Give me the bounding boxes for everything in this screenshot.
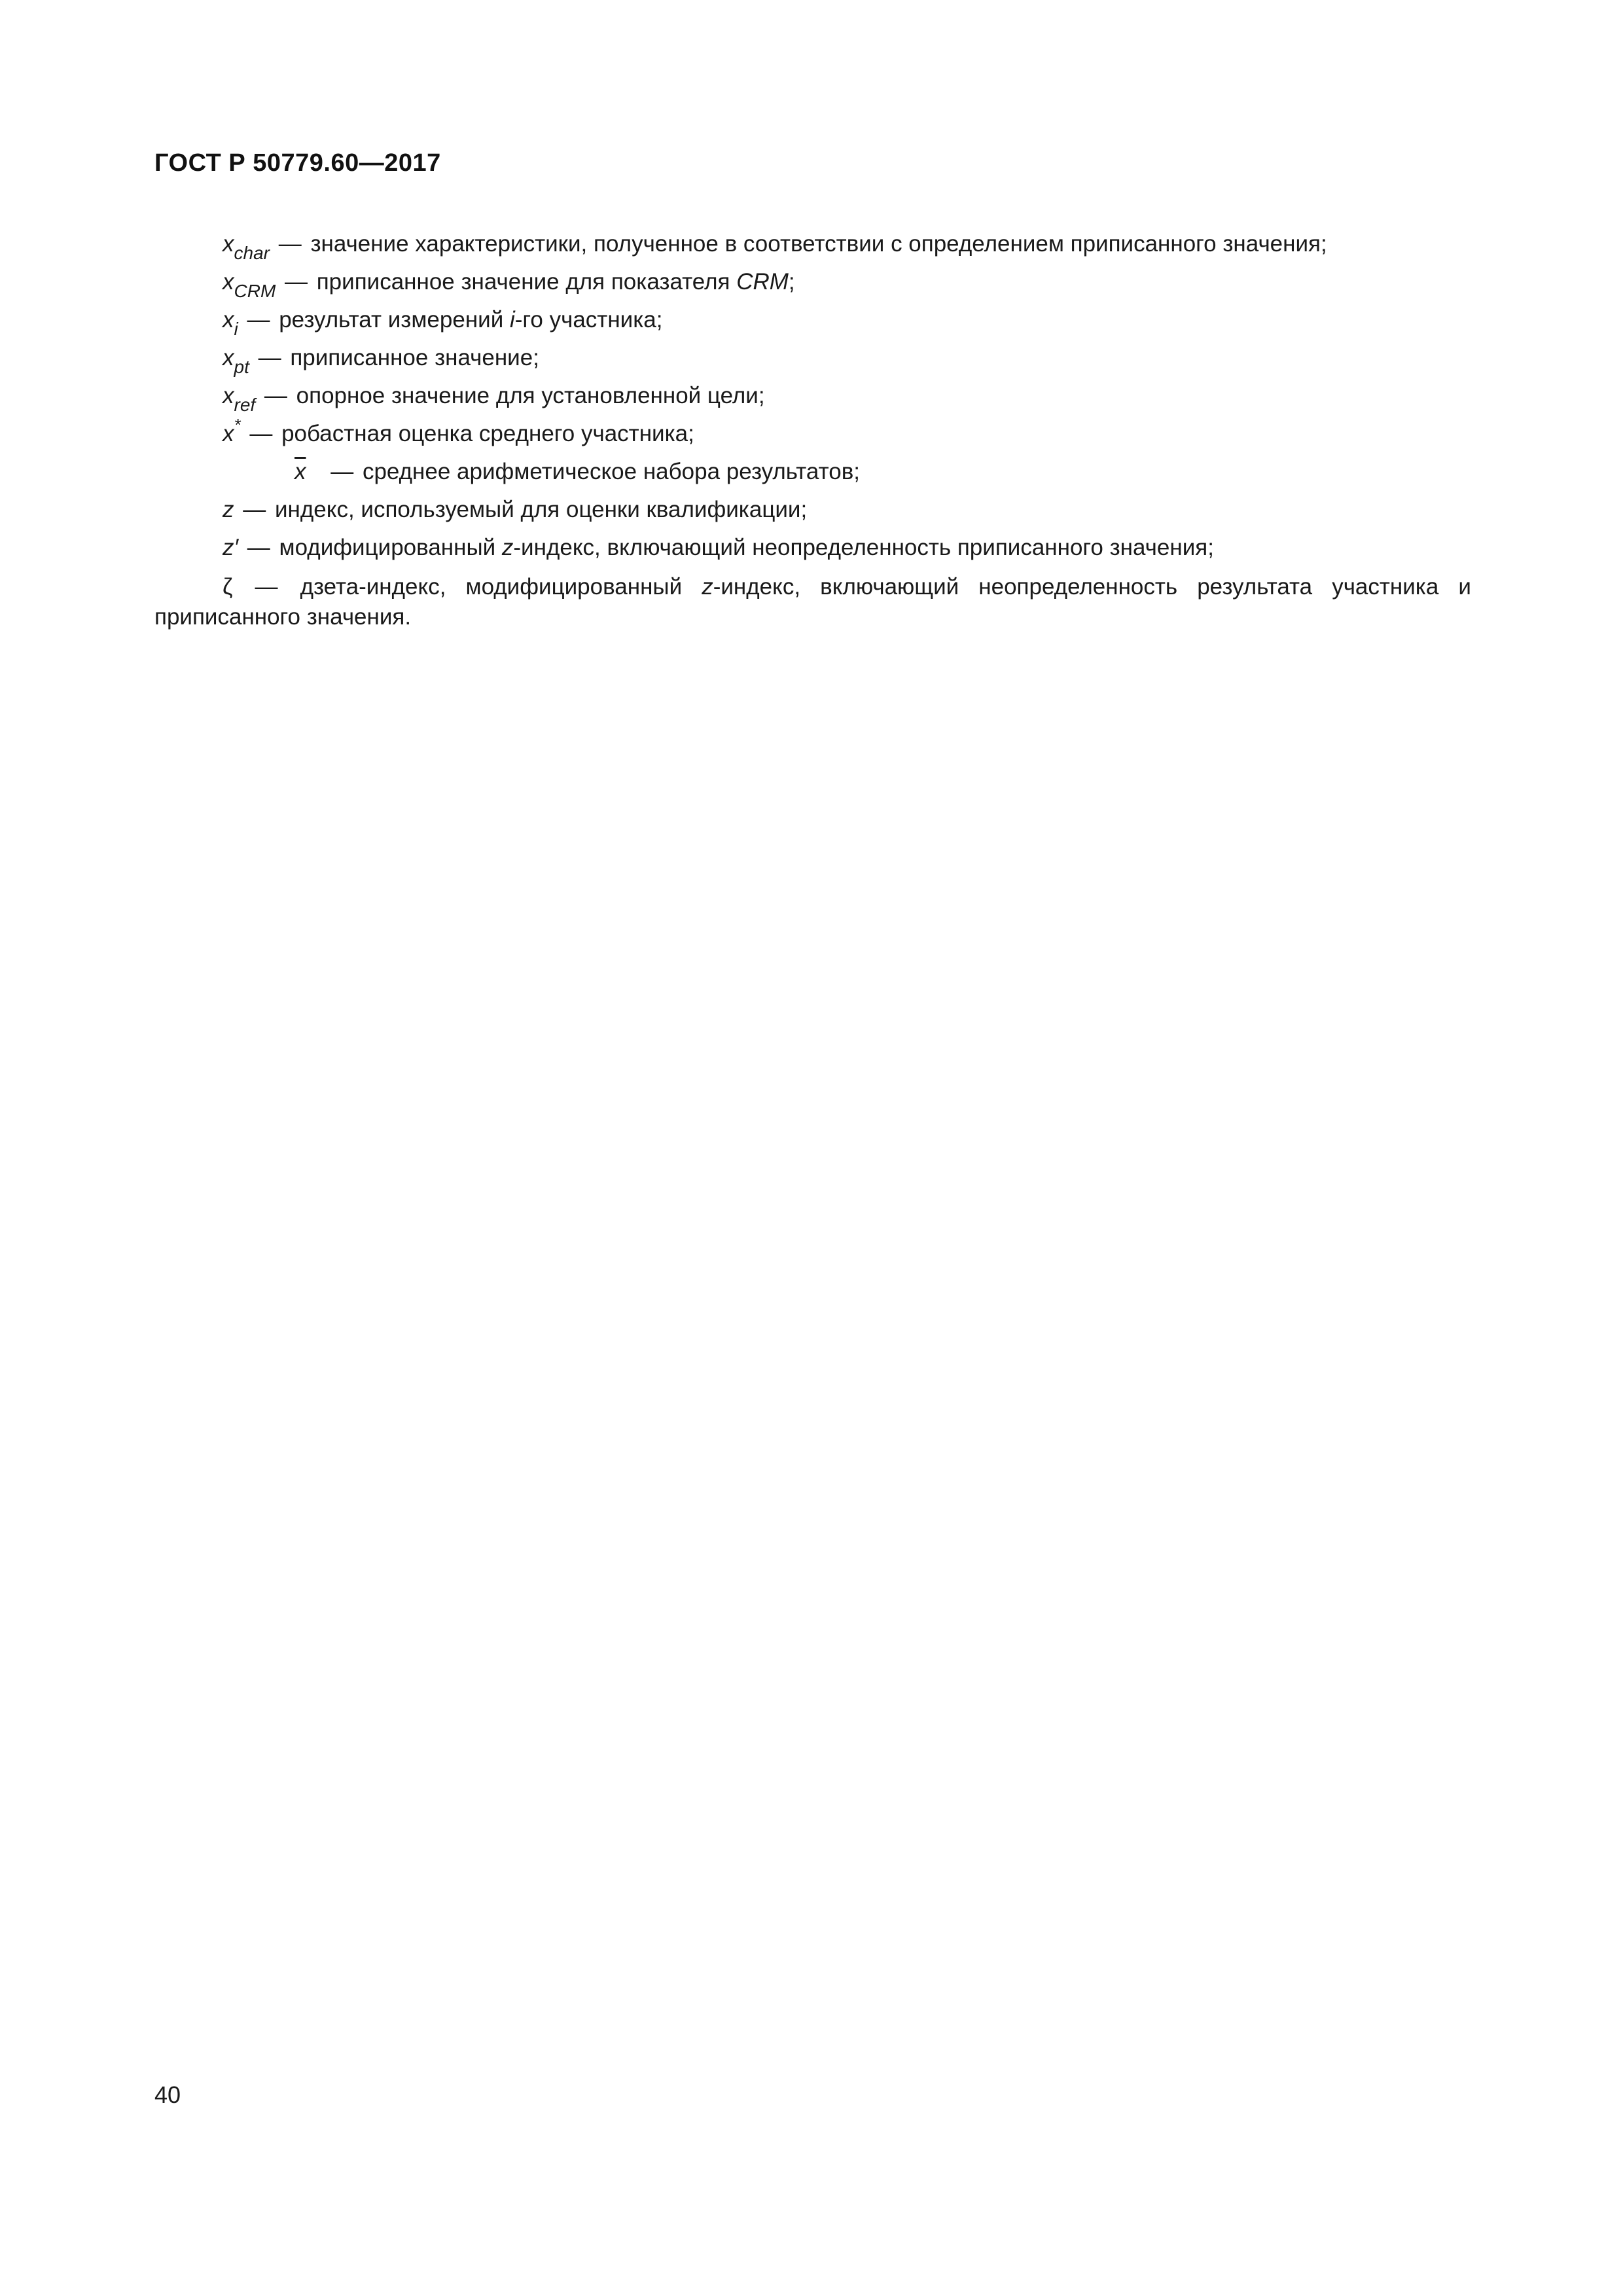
symbol-subscript: CRM xyxy=(234,281,276,301)
dash: — xyxy=(247,535,270,560)
definition-x-ref xyxy=(154,377,1471,415)
dash: — xyxy=(264,383,287,408)
definition-text: опорное значение для установленной цели; xyxy=(296,383,765,408)
definition-x-bar xyxy=(154,453,1471,491)
definition-text-end: -индекс, включающий неопределенность результата участника и приписанного значения. xyxy=(154,574,1471,630)
symbol: x xyxy=(223,383,234,408)
dash: — xyxy=(285,269,308,295)
definition-x-pt xyxy=(154,339,1471,377)
definition-zeta xyxy=(154,572,1471,632)
definition-x-star xyxy=(154,415,1471,453)
dash: — xyxy=(258,345,281,370)
dash: — xyxy=(278,231,302,257)
dash: — xyxy=(247,307,270,332)
symbol-definitions-list xyxy=(154,225,1471,632)
definition-text-end: ; xyxy=(788,269,795,295)
symbol-superscript: * xyxy=(234,415,241,435)
symbol-subscript: ref xyxy=(234,395,256,415)
dash: — xyxy=(249,421,273,446)
symbol-x-overline: $\overline{x}$ xyxy=(294,459,306,484)
symbol: z xyxy=(223,497,234,522)
symbol: z′ xyxy=(223,535,239,560)
symbol-subscript: i xyxy=(234,319,238,339)
definition-italic-term: CRM xyxy=(736,269,789,295)
definition-text: индекс, используемый для оценки квалификации; xyxy=(274,497,808,522)
symbol: x xyxy=(223,231,234,257)
dash: — xyxy=(330,459,354,484)
page-number: 40 xyxy=(154,2081,181,2108)
symbol: x xyxy=(223,307,234,332)
symbol-subscript: pt xyxy=(234,357,249,377)
definition-text: модифицированный xyxy=(279,535,502,560)
definition-text: приписанное значение; xyxy=(290,345,539,370)
symbol: ζ xyxy=(223,574,233,600)
dash: — xyxy=(243,497,266,522)
symbol: x xyxy=(223,421,234,446)
definition-x-crm xyxy=(154,263,1471,301)
definition-text: среднее арифметическое набора результатов; xyxy=(362,459,861,484)
dash: — xyxy=(255,574,278,600)
definition-text: значение характеристики, полученное в соответствии с определением приписанного значения; xyxy=(310,231,1327,257)
symbol: x xyxy=(223,345,234,370)
definition-italic-term: z xyxy=(501,535,514,560)
symbol: x xyxy=(223,269,234,295)
definition-z xyxy=(154,491,1471,529)
definition-text: робастная оценка среднего участника; xyxy=(281,421,694,446)
definition-italic-term: i xyxy=(509,307,515,332)
document-header: ГОСТ Р 50779.60—2017 xyxy=(154,149,441,177)
definition-x-i xyxy=(154,301,1471,339)
definition-italic-term: z xyxy=(702,574,713,600)
definition-x-char xyxy=(154,225,1471,263)
definition-text: дзета-индекс, модифицированный xyxy=(300,574,702,600)
definition-text-end: -го участника; xyxy=(514,307,663,332)
symbol-subscript: char xyxy=(234,243,270,263)
definition-text-end: -индекс, включающий неопределенность приписанного значения; xyxy=(513,535,1214,560)
definition-text: результат измерений xyxy=(279,307,510,332)
definition-text: приписанное значение для показателя xyxy=(316,269,737,295)
definition-z-prime xyxy=(154,529,1471,567)
